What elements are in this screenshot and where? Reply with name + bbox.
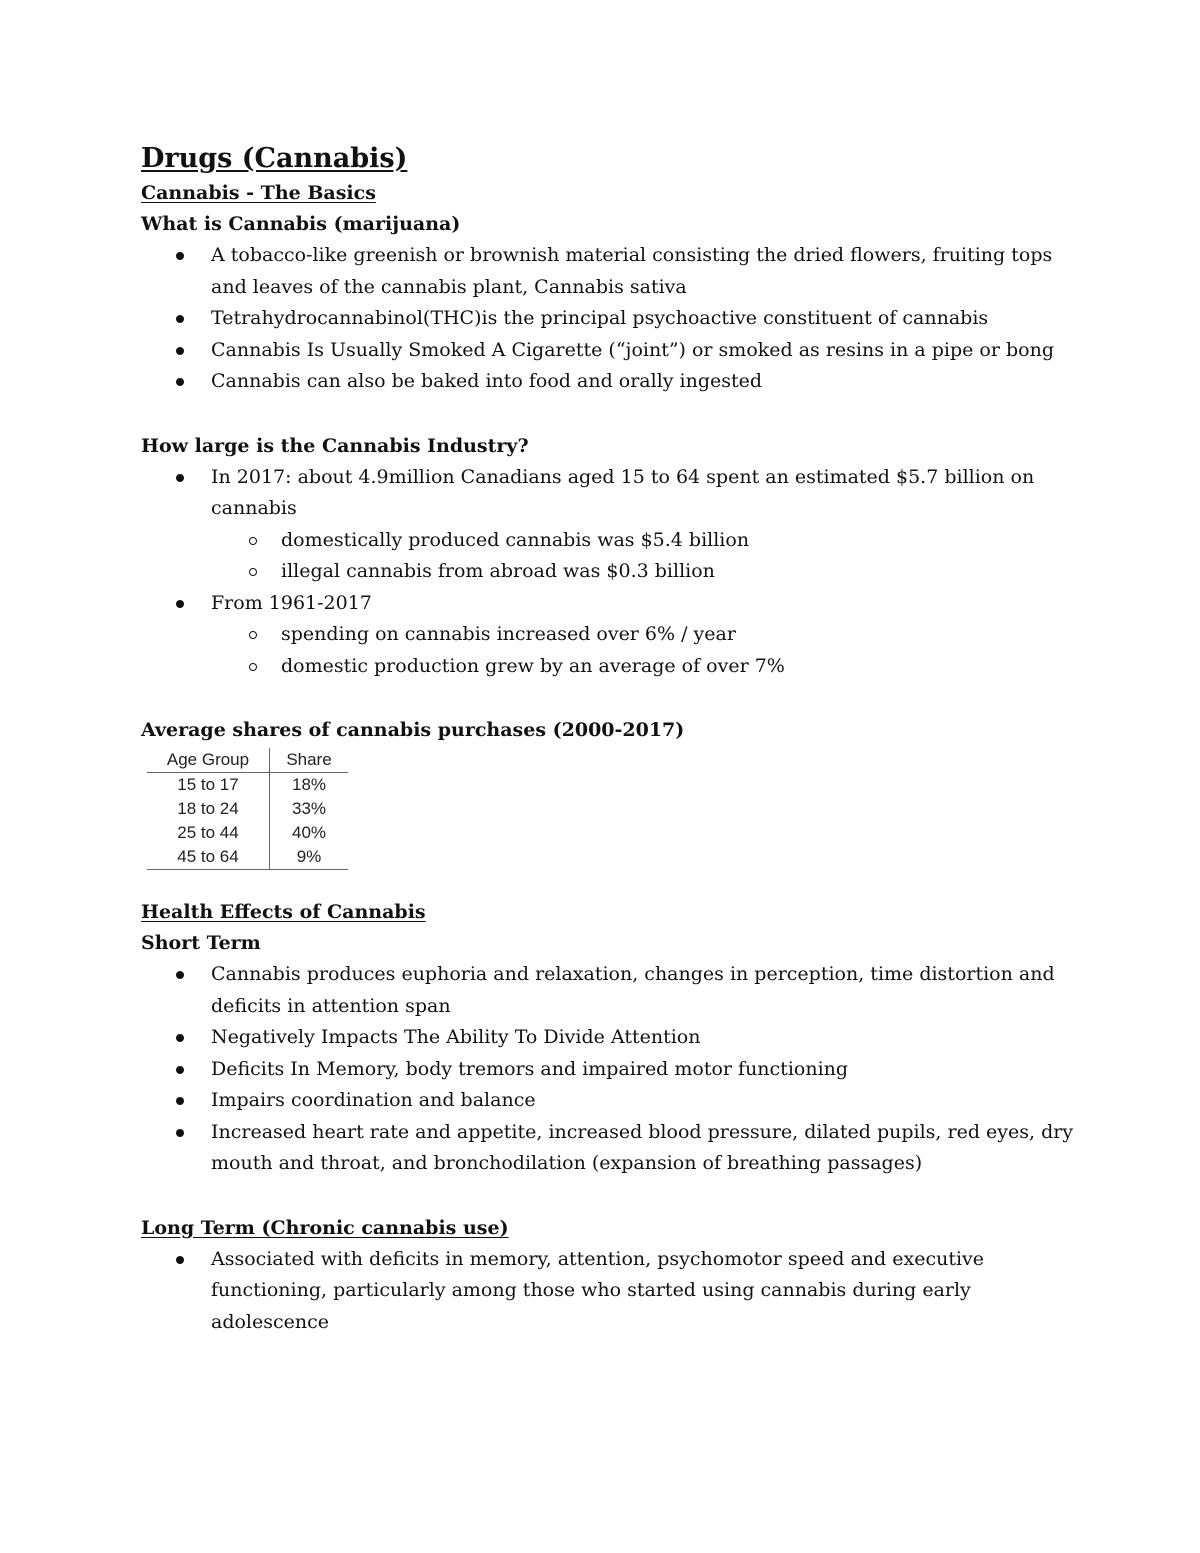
bullet-icon <box>176 1066 184 1074</box>
bullet-icon <box>176 474 184 482</box>
bullet-icon <box>176 1034 184 1042</box>
list-item: In 2017: about 4.9million Canadians aged 15 to 64 spent an estimated $5.7 billion on cannabis <box>141 462 1081 525</box>
sub-list-item: domestically produced cannabis was $5.4 billion <box>211 525 1081 557</box>
table-row <box>147 773 348 798</box>
table-row <box>147 821 348 845</box>
sub-list-item: domestic production grew by an average of over 7% <box>211 651 1081 683</box>
list-item: From 1961-2017 <box>141 588 1081 620</box>
list-item: Negatively Impacts The Ability To Divide Attention <box>141 1022 1081 1054</box>
bullet-icon <box>176 1097 184 1105</box>
bullet-icon <box>176 1256 184 1264</box>
list-item: Cannabis produces euphoria and relaxation, changes in perception, time distortion and deficits in attention span <box>141 959 1081 1022</box>
table-cell: 18 to 24 <box>147 797 270 821</box>
table-cell: 40% <box>291 823 327 842</box>
list-item: Cannabis can also be baked into food and orally ingested <box>141 366 1081 398</box>
hollow-bullet-icon <box>249 537 257 545</box>
list-item: Impairs coordination and balance <box>141 1085 1081 1117</box>
table-cell: 33% <box>291 799 327 818</box>
bullet-icon <box>176 600 184 608</box>
bullet-icon <box>176 315 184 323</box>
short-term-list <box>141 959 1081 1180</box>
list-item: A tobacco-like greenish or brownish material consisting the dried flowers, fruiting tops and leaves of the cannabis plant, Cannabis sativa <box>141 240 1081 303</box>
basics-heading: Cannabis - The Basics <box>141 182 376 204</box>
table-cell: 25 to 44 <box>147 821 270 845</box>
document-page <box>141 140 1081 1338</box>
basics-list <box>141 240 1081 398</box>
table-cell: 9% <box>270 845 349 870</box>
list-item: Cannabis Is Usually Smoked A Cigarette (“joint”) or smoked as resins in a pipe or bong <box>141 335 1081 367</box>
industry-heading: How large is the Cannabis Industry? <box>141 434 529 457</box>
hollow-bullet-icon <box>249 631 257 639</box>
sub-list-item: spending on cannabis increased over 6% / year <box>211 619 1081 651</box>
bullet-icon <box>176 378 184 386</box>
list-item: Deficits In Memory, body tremors and impaired motor functioning <box>141 1054 1081 1086</box>
table-cell: 15 to 17 <box>147 773 270 798</box>
bullet-icon <box>176 971 184 979</box>
table-cell: 18% <box>291 775 327 794</box>
industry-list-2 <box>141 588 1081 620</box>
long-term-heading: Long Term (Chronic cannabis use) <box>141 1216 509 1239</box>
list-item: Increased heart rate and appetite, increased blood pressure, dilated pupils, red eyes, dry mouth and throat, and bronchodilation (expansion of breathing passages) <box>141 1117 1081 1180</box>
bullet-icon <box>176 347 184 355</box>
bullet-icon <box>176 1129 184 1137</box>
basics-question: What is Cannabis (marijuana) <box>141 213 461 235</box>
list-item: Tetrahydrocannabinol(THC)is the principal psychoactive constituent of cannabis <box>141 303 1081 335</box>
industry-sublist-2 <box>141 619 1081 682</box>
industry-sublist-1 <box>141 525 1081 588</box>
table-cell: 45 to 64 <box>147 845 270 870</box>
list-item: Associated with deficits in memory, attention, psychomotor speed and executive functioning, particularly among those who started using cannabis during early adolescence <box>141 1244 1081 1339</box>
hollow-bullet-icon <box>249 568 257 576</box>
table-row <box>147 797 348 821</box>
shares-table <box>147 748 348 870</box>
health-heading: Health Effects of Cannabis <box>141 901 426 923</box>
sub-list-item: illegal cannabis from abroad was $0.3 billion <box>211 556 1081 588</box>
table-header: Share <box>270 748 349 773</box>
shares-heading: Average shares of cannabis purchases (2000-2017) <box>141 719 685 741</box>
short-term-heading: Short Term <box>141 932 261 954</box>
page-title: Drugs (Cannabis) <box>141 143 408 174</box>
industry-list <box>141 462 1081 525</box>
long-term-list <box>141 1244 1081 1339</box>
bullet-icon <box>176 252 184 260</box>
table-row <box>147 845 348 870</box>
table-header: Age Group <box>147 748 270 773</box>
hollow-bullet-icon <box>249 663 257 671</box>
